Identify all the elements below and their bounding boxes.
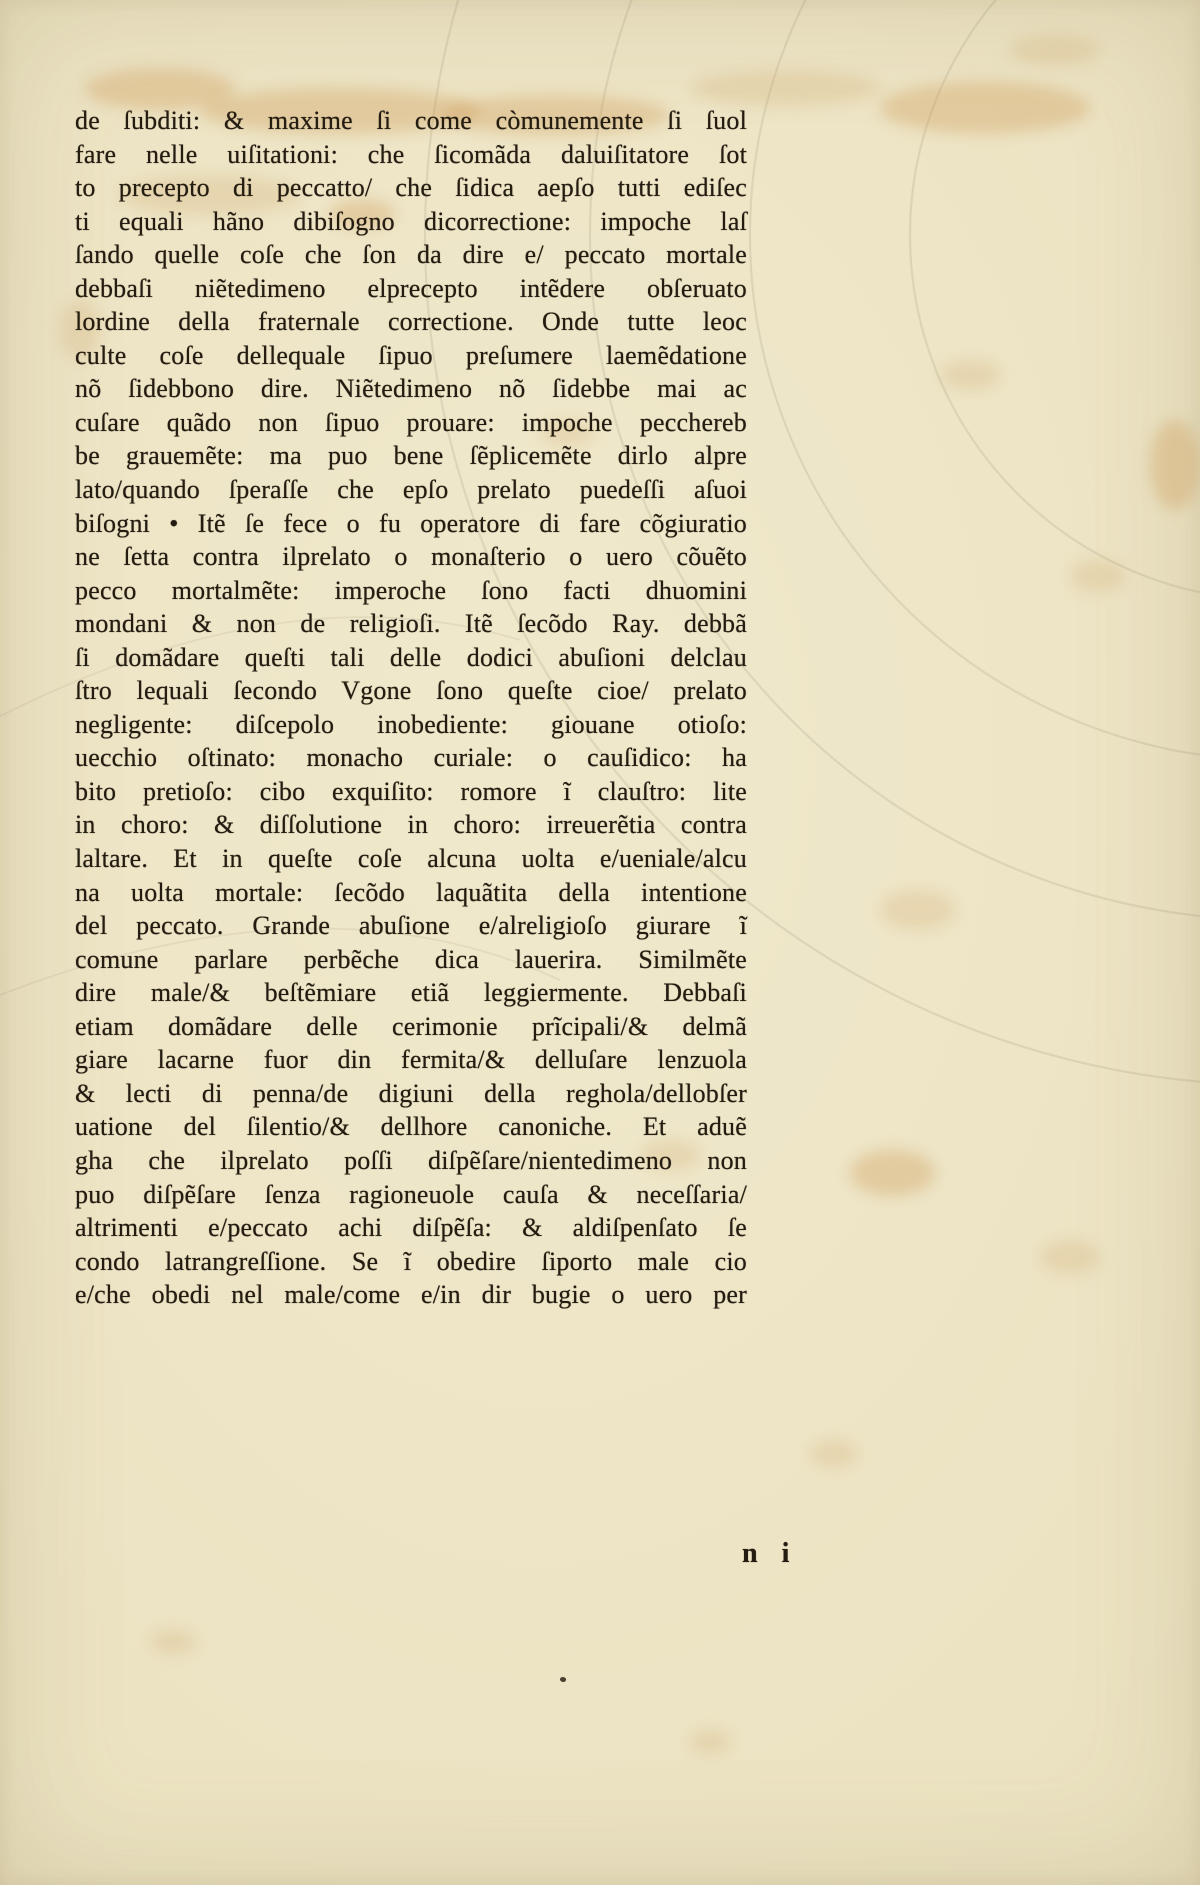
foxing-stain — [690, 70, 880, 106]
text-line: uatione del ſilentio/& dellhore canoniche. Et aduẽ — [75, 1112, 747, 1142]
foxing-stain — [850, 1150, 935, 1196]
text-line: fare nelle uiſitationi: che ſicomãda daluiſitatore ſot — [75, 139, 747, 169]
foxing-stain — [150, 1630, 196, 1654]
text-line: to precepto di peccatto/ che ſidica aepſo tutti ediſec — [75, 173, 747, 203]
text-line: uecchio oſtinato: monacho curiale: o cauſidico: ha — [75, 743, 747, 773]
text-line: & lecti di penna/de digiuni della reghola/dellobſer — [75, 1078, 747, 1108]
quire-signature: n i — [742, 1538, 790, 1569]
text-line: ne ſetta contra ilprelato o monaſterio o uero cõuẽto — [75, 542, 747, 572]
text-line: culte coſe dellequale ſipuo preſumere laemẽdatione — [75, 340, 747, 370]
text-line: comune parlare perbẽche dica lauerira. Similmẽte — [75, 944, 747, 974]
text-line: ti equali hãno dibiſogno dicorrectione: impoche laſ — [75, 206, 747, 236]
text-line: puo diſpẽſare ſenza ragioneuole cauſa & neceſſaria/ — [75, 1179, 747, 1209]
text-line: debbaſi niẽtedimeno elprecepto intẽdere obſeruato — [75, 273, 747, 303]
text-block — [75, 104, 747, 1312]
text-line: del peccato. Grande abuſione e/alreligioſo giurare ĩ — [75, 911, 747, 941]
text-line: ſi domãdare queſti tali delle dodici abuſioni delclau — [75, 642, 747, 672]
text-line: nõ ſidebbono dire. Niẽtedimeno nõ ſidebbe mai ac — [75, 374, 747, 404]
text-line: ſando quelle coſe che ſon da dire e/ peccato mortale — [75, 240, 747, 270]
text-line: etiam domãdare delle cerimonie prĩcipali/& delmã — [75, 1011, 747, 1041]
foxing-stain — [940, 360, 1000, 390]
text-line: giare lacarne fuor din fermita/& delluſare lenzuola — [75, 1045, 747, 1075]
text-line: dire male/& beſtẽmiare etiã leggiermente. Debbaſi — [75, 978, 747, 1008]
foxing-stain — [880, 82, 1090, 134]
text-line: cuſare quãdo non ſipuo prouare: impoche pecchereb — [75, 407, 747, 437]
text-line: e/che obedi nel male/come e/in dir bugie o uero per — [75, 1280, 747, 1310]
ink-speck — [559, 1676, 567, 1683]
text-line: bito pretioſo: cibo exquiſito: romore ĩ clauſtro: lite — [75, 776, 747, 806]
text-line: negligente: diſcepolo inobediente: giouane otioſo: — [75, 709, 747, 739]
foxing-stain — [1010, 35, 1100, 65]
text-line: pecco mortalmẽte: imperoche ſono facti dhuomini — [75, 575, 747, 605]
text-line: biſogni • Itẽ ſe fece o fu operatore di fare cõgiuratio — [75, 508, 747, 538]
text-line: lato/quando ſperaſſe che epſo prelato puedeſſi aſuoi — [75, 475, 747, 505]
foxing-stain — [880, 890, 955, 930]
foxing-stain — [1040, 1240, 1100, 1274]
text-line: laltare. Et in queſte coſe alcuna uolta e/ueniale/alcu — [75, 844, 747, 874]
text-line: na uolta mortale: ſecõdo laquãtita della intentione — [75, 877, 747, 907]
text-line: ſtro lequali ſecondo Vgone ſono queſte cioe/ prelato — [75, 676, 747, 706]
text-line: be grauemẽte: ma puo bene ſẽplicemẽte dirlo alpre — [75, 441, 747, 471]
text-line: condo latrangreſſione. Se ĩ obedire ſiporto male cio — [75, 1246, 747, 1276]
foxing-stain — [810, 1440, 858, 1468]
text-line: altrimenti e/peccato achi diſpẽſa: & aldiſpenſato ſe — [75, 1213, 747, 1243]
text-line: lordine della fraternale correctione. Onde tutte leoc — [75, 307, 747, 337]
foxing-stain — [1150, 420, 1200, 510]
foxing-stain — [690, 1730, 730, 1754]
text-line: gha che ilprelato poſſi diſpẽſare/nientedimeno non — [75, 1145, 747, 1175]
text-line: mondani & non de religioſi. Itẽ ſecõdo Ray. debbã — [75, 609, 747, 639]
text-line: in choro: & diſſolutione in choro: irreuerẽtia contra — [75, 810, 747, 840]
foxing-stain — [1070, 560, 1125, 592]
text-line: de ſubditi: & maxime ſi come còmunemente ſi ſuol — [75, 106, 747, 135]
